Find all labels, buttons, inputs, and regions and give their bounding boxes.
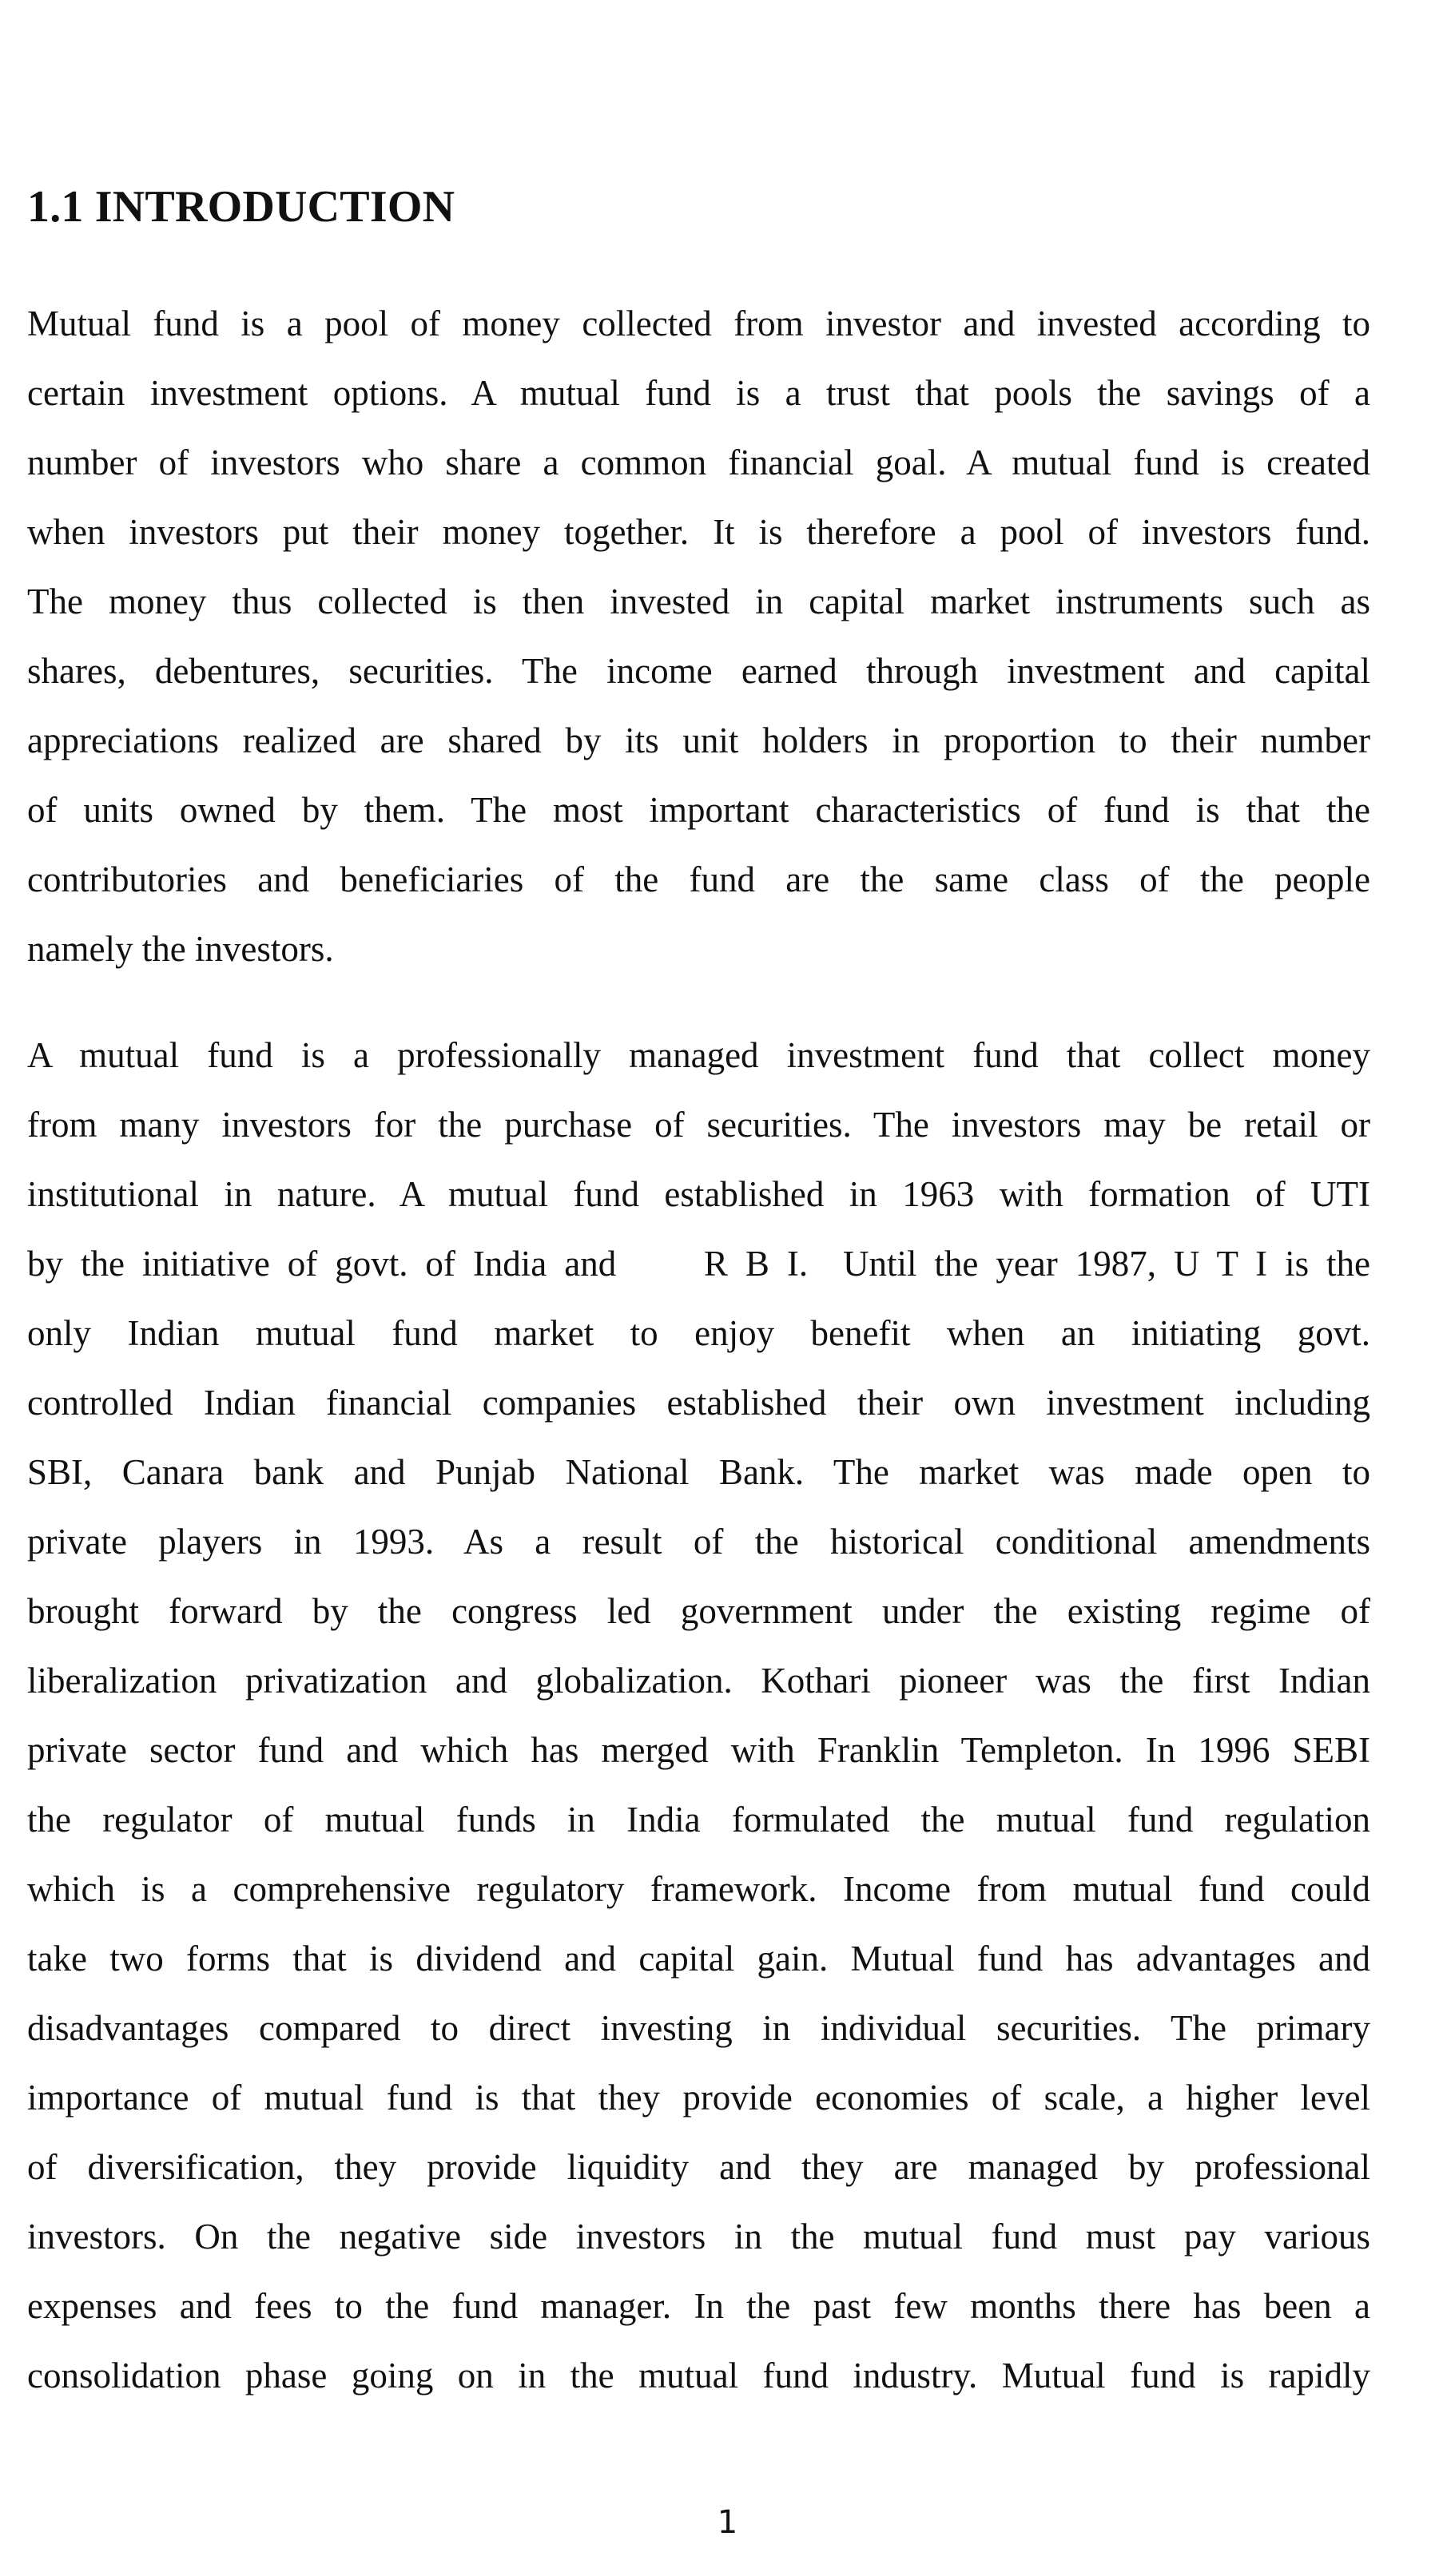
text-line: of diversification, they provide liquidity and they are managed by professional — [27, 2147, 1370, 2187]
text-line: liberalization privatization and globalization. Kothari pioneer was the first Indian — [27, 1661, 1370, 1701]
text-line: investors. On the negative side investors in the mutual fund must pay various — [27, 2217, 1370, 2256]
text-line: by the initiative of govt. of India and R B I. Until the year 1987, U T I is the — [27, 1244, 1370, 1284]
text-line: when investors put their money together. It is therefore a pool of investors fund. — [27, 512, 1370, 552]
text-line: private players in 1993. As a result of the historical conditional amendments — [27, 1522, 1370, 1562]
text-line: consolidation phase going on in the mutual fund industry. Mutual fund is rapidly — [27, 2356, 1370, 2395]
text-line: institutional in nature. A mutual fund established in 1963 with formation of UTI — [27, 1174, 1370, 1214]
text-line: expenses and fees to the fund manager. In the past few months there has been a — [27, 2286, 1370, 2326]
page-number: 1 — [717, 2504, 738, 2541]
text-line: private sector fund and which has merged with Franklin Templeton. In 1996 SEBI — [27, 1730, 1370, 1770]
text-line: which is a comprehensive regulatory framework. Income from mutual fund could — [27, 1869, 1370, 1909]
text-line: from many investors for the purchase of securities. The investors may be retail or — [27, 1105, 1370, 1145]
text-line: appreciations realized are shared by its unit holders in proportion to their number — [27, 720, 1370, 760]
text-line: shares, debentures, securities. The income earned through investment and capital — [27, 651, 1370, 691]
text-line: brought forward by the congress led government under the existing regime of — [27, 1591, 1370, 1631]
text-line: importance of mutual fund is that they provide economies of scale, a higher level — [27, 2078, 1370, 2118]
text-line: A mutual fund is a professionally managed investment fund that collect money — [27, 1035, 1370, 1075]
text-line: the regulator of mutual funds in India formulated the mutual fund regulation — [27, 1800, 1370, 1840]
text-line: namely the investors. — [27, 929, 334, 969]
text-line: Mutual fund is a pool of money collected from investor and invested according to — [27, 304, 1370, 343]
text-line: disadvantages compared to direct investing in individual securities. The primary — [27, 2008, 1370, 2048]
text-line: SBI, Canara bank and Punjab National Bank. The market was made open to — [27, 1452, 1370, 1492]
section-heading: 1.1 INTRODUCTION — [27, 182, 455, 232]
text-line: take two forms that is dividend and capital gain. Mutual fund has advantages and — [27, 1939, 1370, 1979]
text-line: controlled Indian financial companies established their own investment including — [27, 1383, 1370, 1423]
text-line: only Indian mutual fund market to enjoy benefit when an initiating govt. — [27, 1313, 1370, 1353]
paragraph-1 — [27, 289, 1370, 984]
paragraph-2 — [27, 1021, 1370, 2411]
text-line: The money thus collected is then invested in capital market instruments such as — [27, 581, 1370, 621]
text-line: of units owned by them. The most important characteristics of fund is that the — [27, 790, 1370, 830]
text-line: certain investment options. A mutual fund is a trust that pools the savings of a — [27, 373, 1370, 413]
text-line: contributories and beneficiaries of the fund are the same class of the people — [27, 859, 1370, 899]
text-line: number of investors who share a common financial goal. A mutual fund is created — [27, 443, 1370, 482]
